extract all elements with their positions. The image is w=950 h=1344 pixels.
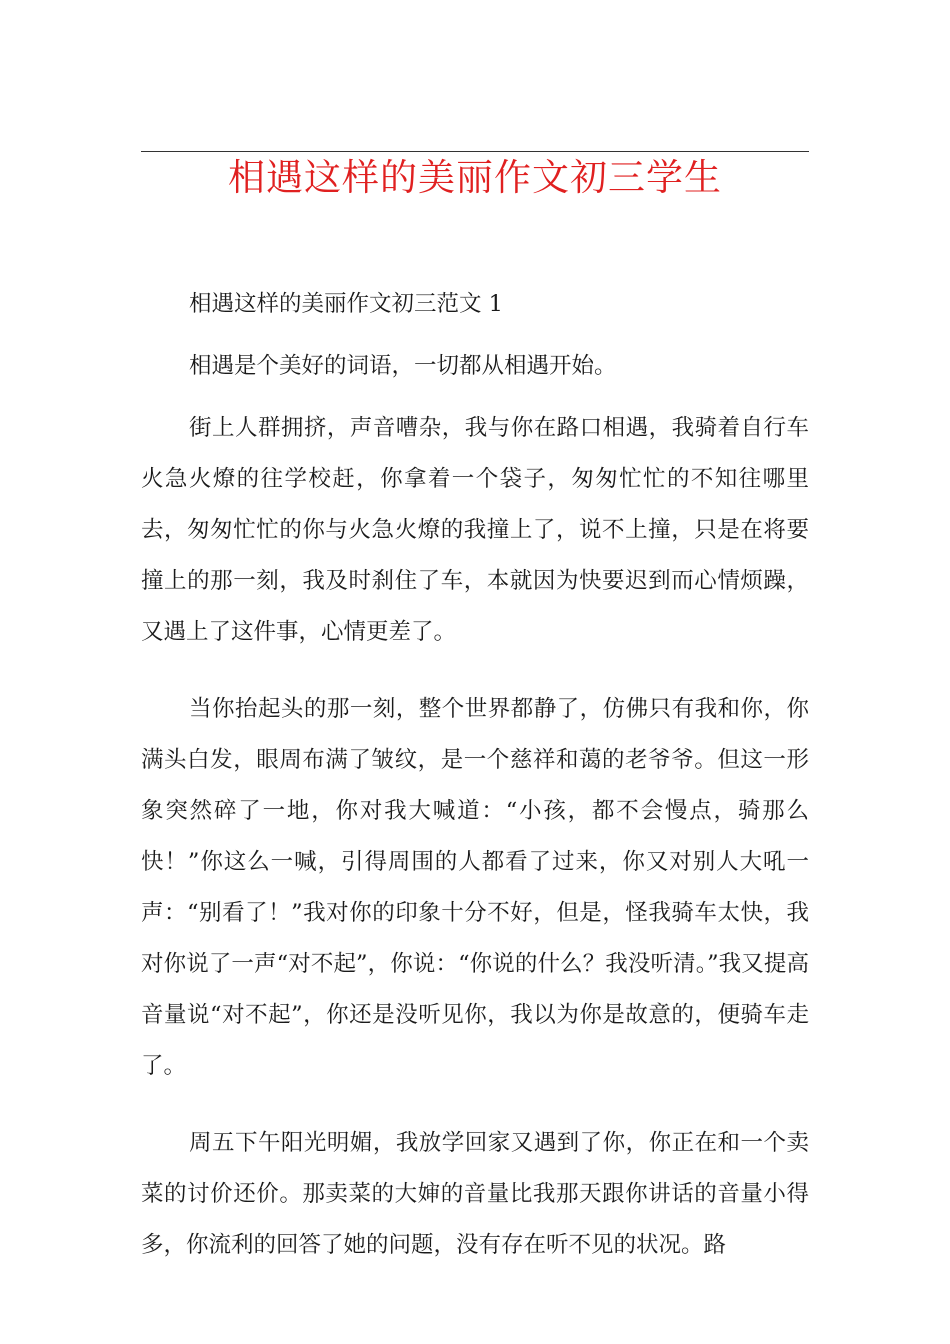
paragraph-intro: 相遇是个美好的词语，一切都从相遇开始。 [189, 353, 617, 379]
section-heading: 相遇这样的美丽作文初三范文 1 [189, 291, 503, 317]
paragraph-encounter: 当你抬起头的那一刻，整个世界都静了，仿佛只有我和你，你满头白发，眼周布满了皱纹，是一个慈祥和蔼的老爷爷。但这一形象突然碎了一地，你对我大喊道：“小孩，都不会慢点，骑那么快！”你这么一喊，引得周围的人都看了过来，你又对别人大吼一声：“别看了！”我对你的印象十分不好，但是，怪我骑车太快，我对你说了一声“对不起”，你说：“你说的什么？我没听清。”我又提高音量说“对不起”，你还是没听见你，我以为你是故意的，便骑车走了。 [141, 696, 809, 1079]
paragraph-friday: 周五下午阳光明媚，我放学回家又遇到了你，你正在和一个卖菜的讨价还价。那卖菜的大婶的音量比我那天跟你讲话的音量小得多，你流利的回答了她的问题，没有存在听不见的状况。路 [141, 1130, 809, 1258]
document-title: 相遇这样的美丽作文初三学生 [228, 156, 722, 199]
document-body [141, 279, 809, 1297]
paragraph-street: 街上人群拥挤，声音嘈杂，我与你在路口相遇，我骑着自行车火急火燎的往学校赶，你拿着一个袋子，匆匆忙忙的不知往哪里去，匆匆忙忙的你与火急火燎的我撞上了，说不上撞，只是在将要撞上的那一刻，我及时刹住了车，本就因为快要迟到而心情烦躁，又遇上了这件事，心情更差了。 [141, 415, 809, 645]
